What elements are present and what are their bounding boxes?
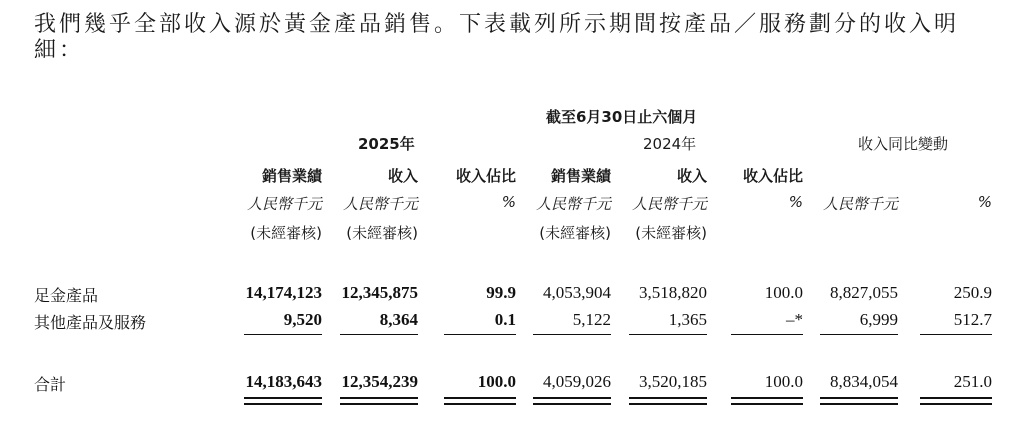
row-label-other: 其他產品及服務 [34,313,147,332]
total-cell: 100.0 [477,372,516,391]
total-cell: 12,354,239 [341,372,418,391]
column-header-unit: 人民幣千元 [342,195,418,213]
total-double-rule [820,397,898,405]
total-double-rule [629,397,707,405]
row-label-total: 合計 [34,375,67,394]
table-cell: 3,518,820 [639,283,707,302]
table-cell: 5,122 [572,310,611,329]
table-cell: 14,174,123 [245,283,322,302]
column-header-label: 銷售業績 [261,167,322,185]
table-cell: –* [786,310,803,329]
column-header-unit: % [788,193,803,211]
column-header-unit: 人民幣千元 [631,195,707,213]
table-cell: 12,345,875 [341,283,418,302]
subtotal-rule [629,334,707,335]
table-cell: 8,364 [379,310,418,329]
column-header-unit: 人民幣千元 [535,195,611,213]
column-header-note: (未經審核) [250,224,322,242]
total-double-rule [244,397,322,405]
column-header-label: 收入佔比 [742,167,803,185]
column-header-unit: % [501,193,516,211]
total-double-rule [731,397,803,405]
total-cell: 14,183,643 [245,372,322,391]
table-cell: 1,365 [668,310,707,329]
table-cell: 4,053,904 [543,283,611,302]
table-cell: 9,520 [283,310,322,329]
column-header-unit: 人民幣千元 [822,195,898,213]
column-header-label: 收入 [387,167,418,185]
column-header-note: (未經審核) [635,224,707,242]
period-header: 截至6月30日止六個月 [546,108,698,126]
table-cell: 100.0 [764,283,803,302]
year-2025-header: 2025年 [358,135,415,153]
table-cell: 99.9 [486,283,516,302]
column-header-label: 銷售業績 [550,167,611,185]
table-cell: 0.1 [494,310,516,329]
total-cell: 4,059,026 [543,372,611,391]
column-header-label: 收入佔比 [455,167,516,185]
total-cell: 100.0 [764,372,803,391]
table-cell: 512.7 [953,310,992,329]
subtotal-rule [820,334,898,335]
row-label-pure-gold: 足金產品 [34,286,99,305]
column-header-note: (未經審核) [539,224,611,242]
subtotal-rule [731,334,803,335]
subtotal-rule [340,334,418,335]
total-double-rule [444,397,516,405]
column-header-unit: % [977,193,992,211]
year-2024-header: 2024年 [643,135,697,153]
table-cell: 250.9 [953,283,992,302]
subtotal-rule [533,334,611,335]
total-cell: 3,520,185 [639,372,707,391]
subtotal-rule [444,334,516,335]
column-header-label: 收入 [676,167,707,185]
table-cell: 8,827,055 [830,283,898,302]
total-double-rule [340,397,418,405]
subtotal-rule [244,334,322,335]
total-cell: 8,834,054 [830,372,898,391]
total-cell: 251.0 [953,372,992,391]
total-double-rule [920,397,992,405]
subtotal-rule [920,334,992,335]
total-double-rule [533,397,611,405]
column-header-unit: 人民幣千元 [246,195,322,213]
intro-paragraph: 我們幾乎全部收入源於黃金產品銷售。下表載列所示期間按產品／服務劃分的收入明細： [34,12,960,63]
change-header: 收入同比變動 [858,135,949,153]
column-header-note: (未經審核) [346,224,418,242]
table-cell: 6,999 [859,310,898,329]
